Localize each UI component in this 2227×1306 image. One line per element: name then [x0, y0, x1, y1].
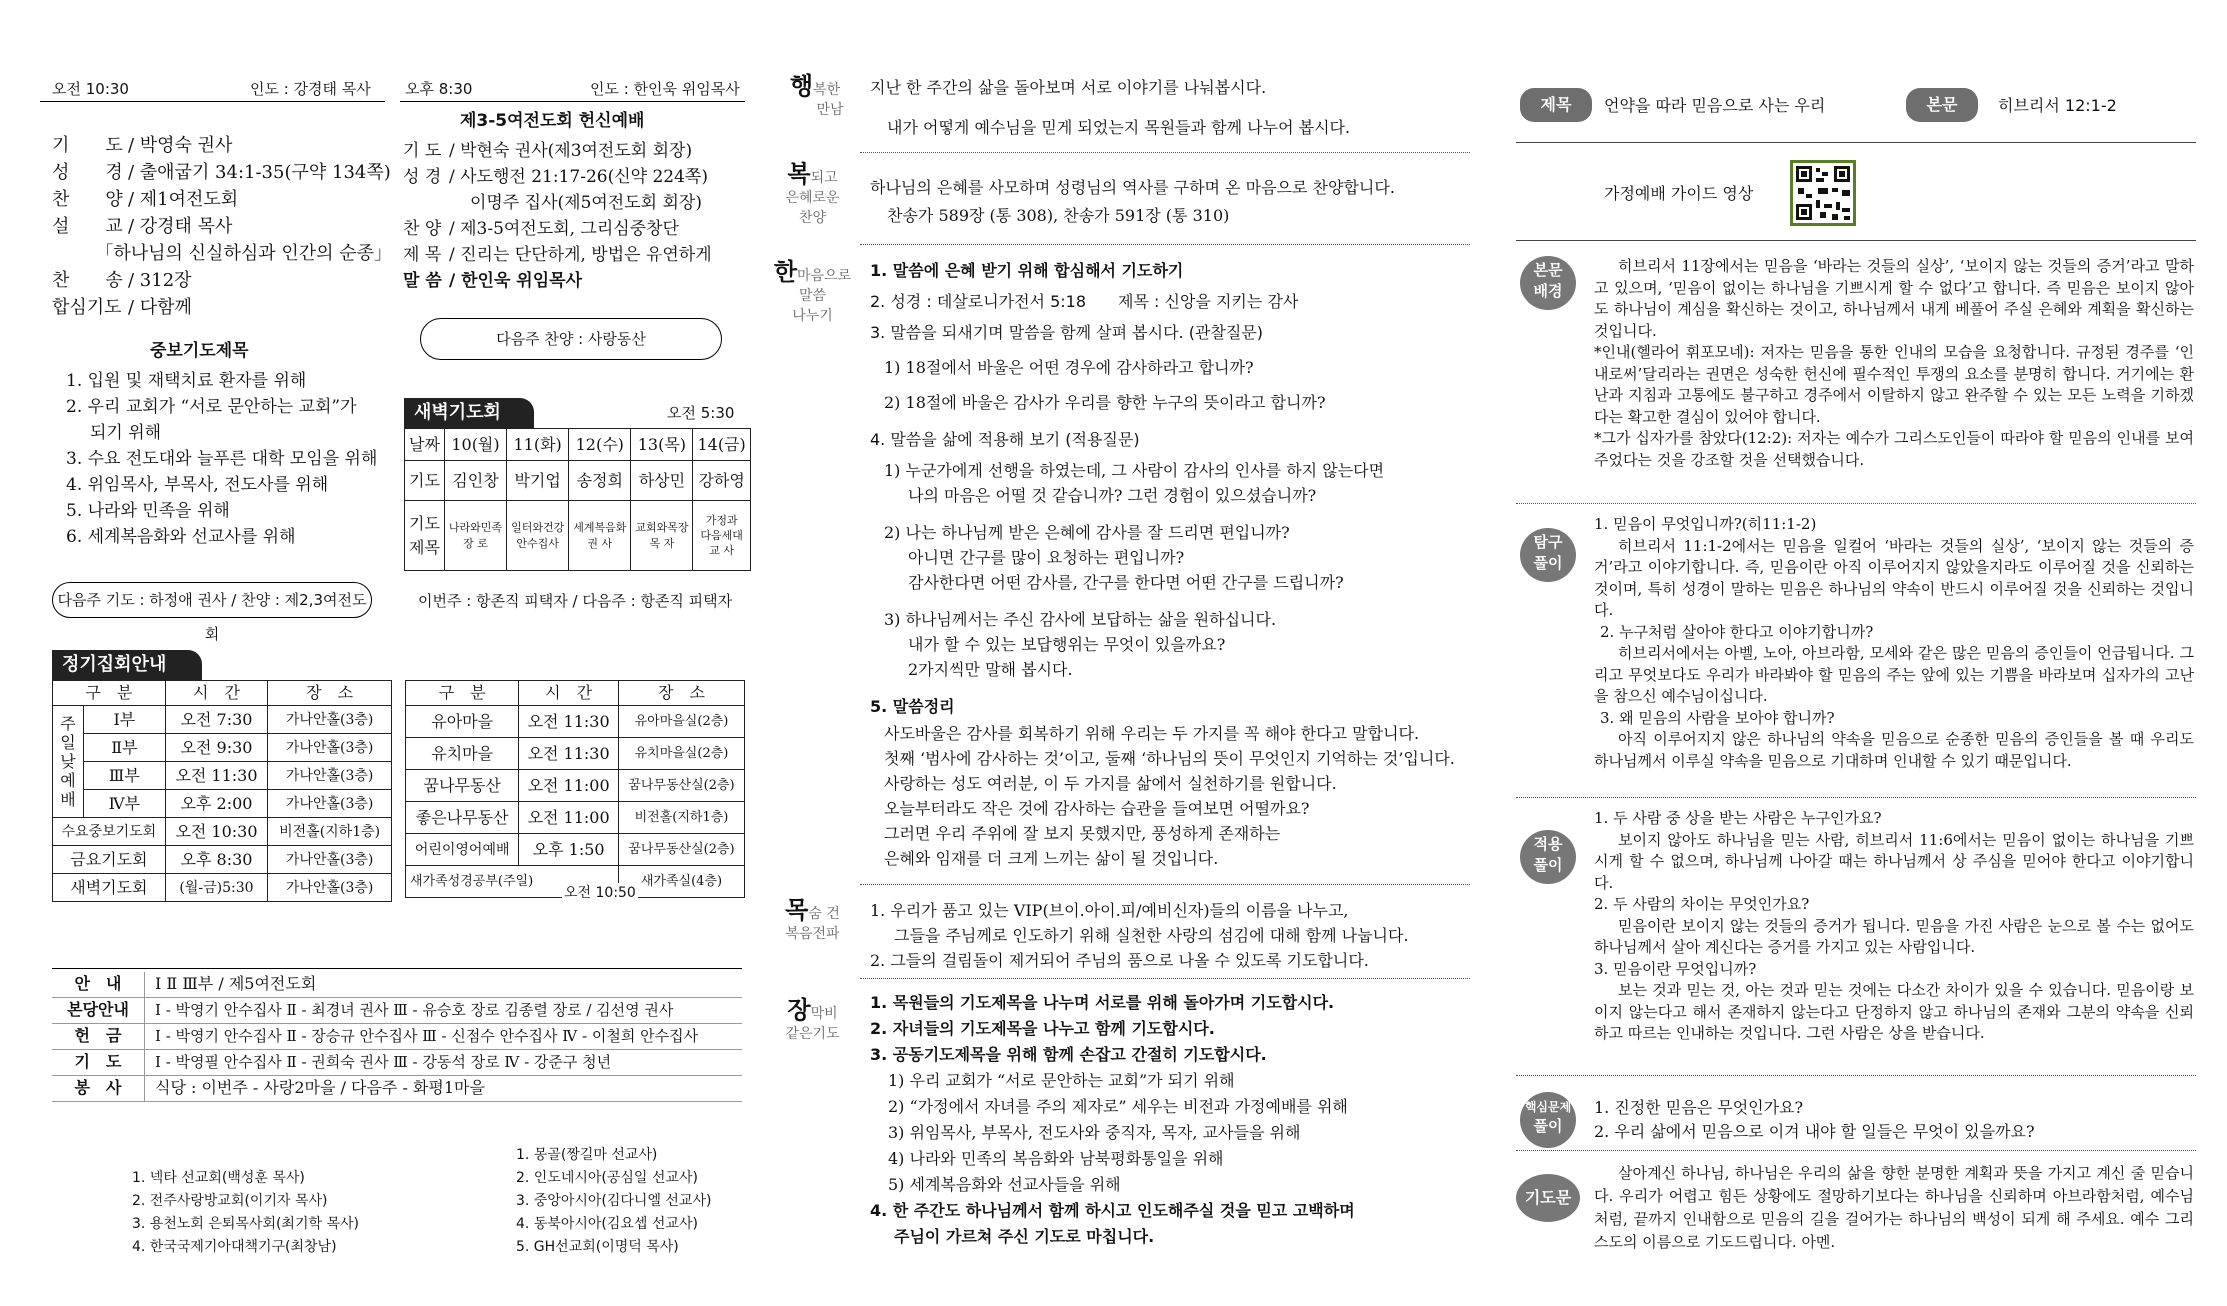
list-item: 되기 위해	[90, 423, 162, 443]
section-label-blessed: 복되고 은혜로운 찬양	[785, 160, 840, 226]
list-item: 3. 중앙아시아(김다니엘 선교사)	[516, 1193, 712, 1209]
next-week-pill: 다음주 기도 : 하정애 권사 / 찬양 : 제2,3여전도회	[52, 582, 372, 618]
section-label-one-mind: 한마음으로 말씀 나누기	[773, 258, 852, 324]
prayer-list	[66, 368, 386, 550]
s3-body: 1. 말씀에 은혜 받기 위해 합심해서 기도하기 2. 성경 : 데살로니가전서 5:18 제목 : 신앙을 지키는 감사 3. 말씀을 되새기며 말씀을 함께 살펴 봅시다. (관찰질문) 1) 18절에서 바울은 어떤 경우에 감사하라고 합니까? 2) 18절에 바울은 감사가 우리를 향한 누구의 뜻이라고 합니까? 4. 말씀을 삶에 적용해 보기 (적용질문) 1) 누군가에게 선행을 하였는데, 그 사람이 감사의 인사를 하지 않는다면 나의 마음은 어떨 것 같습니까? 그런 경험이 있으셨습니까? 2) 나는 하나님께 받은 은혜에 감사를 잘 드리면 편입니까? 아니면 간구를 많이 요청하는 편입니까? 감사한다면 어떤 감사를, 간구를 한다면 어떤 간구를 드립니까? 3) 하나님께서는 주신 감사에 보답하는 삶을 원하십니다. 내가 할 수 있는 보답행위는 무엇이 있을까요? 2가지씩만 말해 봅시다. 5. 말씀정리 사도바울은 감사를 회복하기 위해 우리는 두 가지를 꼭 해야 한다고 말합니다. 첫째 ‘범사에 감사하는 것’이고, 둘째 ‘하나님의 뜻이 무엇인지 기억하는 것’입니다. 사랑하는 성도 여러분, 이 두 가지를 삶에서 실천하기를 원합니다. 오늘부터라도 작은 것에 감사하는 습관을 들여보면 어떨까요? 그러면 우리 주위에 잘 보지 못했지만, 풍성하게 존재하는 은혜와 임재를 더 크게 느끼는 삶이 될 것입니다.	[870, 261, 1455, 868]
scripture-text: 히브리서 12:1-2	[1998, 96, 2117, 115]
meetings-right-bible-time: 오전 10:50	[564, 885, 636, 901]
list-item: 6. 세계복음화와 선교사를 위해	[66, 527, 296, 547]
list-item: 3. 수요 전도대와 늘푸른 대학 모임을 위해	[66, 449, 378, 469]
list-item: 4. 동북아시아(김요셉 선교사)	[516, 1216, 698, 1232]
badge-core: 핵심문제 풀이	[1520, 1092, 1576, 1148]
list-item: 2. 전주사랑방교회(이기자 목사)	[132, 1193, 328, 1209]
list-item: 4. 위임목사, 부목사, 전도사를 위해	[66, 475, 329, 495]
text-badge: 본문	[1906, 88, 1978, 122]
list-item: 2. 인도네시아(공심일 선교사)	[516, 1170, 698, 1186]
s4-body: 1. 우리가 품고 있는 VIP(브이.아이.피/예비신자)들의 이름을 나누고, 그들을 주님께로 인도하기 위해 실천한 사랑의 섬김에 대해 함께 나눕니다. 2. 그들의 걸림돌이 제거되어 주님의 품으로 나올 수 있도록 기도합니다.	[870, 901, 1409, 970]
missions-right	[516, 1144, 711, 1259]
list-item: 3. 용천노회 은퇴목사회(최기학 목사)	[132, 1216, 359, 1232]
meetings-table-right: 구 분 시 간 장 소 유아마을 오전 11:30 유아마을실(2층) 유치마을 오전 11:30 유치마을실(2층) 꿈나무동산 오전 11:00 꿈나무동산실(2층) 좋은나무동산 오전 11:00 비전홀(지하1층) 어린이영어예배 오후 1:50 꿈나무동산실(2층) 새가족성경공부(주일) 새가족실(4층)	[405, 680, 745, 898]
meetings-table-left: 구 분 시 간 장 소 주 일 낮 예 배 Ⅰ부 오전 7:30 가나안홀(3층) Ⅱ부 오전 9:30 가나안홀(3층) Ⅲ부 오전 11:30 가나안홀(3층) Ⅳ부 오후 2:00 가나안홀(3층) 수요중보기도회 오전 10:30 비전홀(지하1층) 금요기도회 오후 8:30 가나안홀(3층) 새벽기도회 (월-금)5:30 가나안홀(3층)	[52, 680, 392, 902]
s2-body: 찬송가 589장 (통 308), 찬송가 591장 (통 310)	[887, 206, 1230, 225]
list-item: 1. 입원 및 재택치료 환자를 위해	[66, 371, 307, 391]
s1-head: 지난 한 주간의 삶을 돌아보며 서로 이야기를 나눠봅시다.	[870, 78, 1267, 97]
explore-text: 1. 믿음이 무엇입니까?(히11:1-2) 히브리서 11:1-2에서는 믿음을 일컬어 ‘바라는 것들의 실상’, ‘보이지 않는 것들의 증거’라고 이야기합니다. 즉, 믿음이란 아직 이루어지지 않았을지라도 이루어질 것을 신뢰하는 것이며, 특히 성경이 말하는 믿음은 하나님의 약속이 반드시 이루어질 것을 신뢰하는 것입니다. 2. 누구처럼 살아야 한다고 이야기합니까? 히브리서에서는 아벨, 노아, 아브라함, 모세와 같은 많은 믿음의 증인들이 언급됩니다. 그리고 무엇보다도 우리가 바라봐야 할 믿음의 주는 앞에 있는 기쁨을 바라보며 십자가의 고난을 참으신 예수님이십니다. 3. 왜 믿음의 사람을 보아야 합니까? 아직 이루어지지 않은 하나님의 약속을 믿음으로 순종한 믿음의 증인들을 볼 때 우리도 하나님께서 이루실 약속을 믿음으로 기대하며 인내할 수 있기 때문입니다.	[1594, 515, 2194, 770]
service-roles: 안 내 Ⅰ Ⅱ Ⅲ부 / 제5여전도회 본당안내 Ⅰ - 박영기 안수집사 Ⅱ - 최경녀 권사 Ⅲ - 유승호 장로 김종렬 장로 / 김선영 권사 헌 금 Ⅰ - 박영기 안수집사 Ⅱ - 장승규 안수집사 Ⅲ - 신점수 안수집사 Ⅳ - 이철희 안수집사 기 도 Ⅰ - 박영필 안수집사 Ⅱ - 권희숙 권사 Ⅲ - 강동석 장로 Ⅳ - 강준구 청년 봉 사 식당 : 이번주 - 사랑2마을 / 다음주 - 화평1마을	[52, 972, 742, 1102]
s1-body: 내가 어떻게 예수님을 믿게 되었는지 목원들과 함께 나누어 봅시다.	[887, 118, 1351, 137]
prayer-text: 살아계신 하나님, 하나님은 우리의 삶을 향한 분명한 계획과 뜻을 가지고 계신 줄 믿습니다. 우리가 어렵고 힘든 상황에도 절망하기보다는 하나님을 신뢰하며 아브라함처럼, 예수님처럼, 끝까지 인내함으로 믿음의 길을 걸어가는 하나님의 백성이 되게 해 주세요. 예수 그리스도의 이름으로 기도드립니다. 아멘.	[1594, 1164, 2194, 1251]
guide-label: 가정예배 가이드 영상	[1604, 184, 1754, 203]
dawn-prayer-title: 새벽기도회	[404, 398, 534, 428]
evening-title: 제3-5여전도회 헌신예배	[460, 111, 645, 131]
evening-order: 기 도 / 박현숙 권사(제3여전도회 회장) 성 경 / 사도행전 21:17-26(신약 224쪽) 이명주 집사(제5여전도회 회장) 찬 양 / 제3-5여전도회, 그리심중창단 제 목 / 진리는 단단하게, 방법은 유연하게 말 씀 / 한인욱 위임목사	[403, 141, 712, 291]
badge-apply: 적용 풀이	[1520, 830, 1576, 884]
sermon-title: 언약을 따라 믿음으로 사는 우리	[1604, 96, 1826, 115]
section-label-prayer: 장막비 같은기도	[785, 996, 840, 1042]
apply-text: 1. 두 사람 중 상을 받는 사람은 누구인가요? 보이지 않아도 하나님을 믿는 사람, 히브리서 11:6에서는 믿음이 없이는 하나님을 기쁘시게 할 수 없으며, 하나님께 나아갈 때는 하나님께서 상 주심을 믿어야 한다고 이야기합니다. 2. 두 사람의 차이는 무엇인가요? 믿음이란 보이지 않는 것들의 증거가 됩니다. 믿음을 가진 사람은 눈으로 볼 수는 없어도 하나님께서 살아 계신다는 증거를 가지고 있는 사람입니다. 3. 믿음이란 무엇입니까? 보는 것과 믿는 것, 아는 것과 믿는 것에는 다소간 차이가 있을 수 있습니다. 믿음이랑 보이지 않는다고 해서 존재하지 않는다고 단정하지 않고 하나님의 존재와 그분의 약속을 신뢰하고 따르는 인내하는 것입니다. 그런 사람은 상을 받습니다.	[1594, 809, 2194, 1042]
list-item: 4. 한국국제기아대책기구(최창남)	[132, 1239, 337, 1255]
evening-time: 오후 8:30	[405, 80, 473, 98]
dawn-prayer-table: 날짜 10(월) 11(화) 12(수) 13(목) 14(금) 기도 김인창 박기업 송정희 하상민 강하영 기도 제목 나라와민족 장 로 일터와건강 안수집사 세계복음화 권 사 교회와목장 목 자 가정과 다음세대 교 사	[404, 428, 751, 571]
badge-prayer: 기도문	[1516, 1174, 1580, 1222]
qr-code-icon[interactable]	[1790, 160, 1856, 226]
list-item: 5. GH선교회(이명덕 목사)	[516, 1239, 679, 1255]
dawn-note: 이번주 : 항존직 피택자 / 다음주 : 항존직 피택자	[418, 592, 733, 610]
core-text: 1. 진정한 믿음은 무엇인가요? 2. 우리 삶에서 믿음으로 이겨 내야 할 일들은 무엇이 있을까요?	[1594, 1098, 2035, 1141]
badge-background: 본문 배경	[1520, 256, 1576, 310]
list-item: 1. 몽골(짱길마 선교사)	[516, 1147, 658, 1163]
morning-time: 오전 10:30	[52, 80, 129, 98]
meetings-title: 정기집회안내	[52, 650, 202, 680]
morning-order: 기 도 / 박영숙 권사 성 경 / 출애굽기 34:1-35(구약 134쪽) 찬 양 / 제1여전도회 설 교 / 강경태 목사 「하나님의 신실하심과 인간의 순종」 찬 송 / 312장 합심기도 / 다함께	[52, 135, 392, 318]
title-badge: 제목	[1520, 88, 1592, 122]
background-text: 히브리서 11장에서는 믿음을 ‘바라는 것들의 실상’, ‘보이지 않는 것들의 증거’라고 말하고 있으며, ‘믿음이 없이는 하나님을 기쁘시게 할 수 없다’고 합니다. 즉 믿음은 보이지 않아도 하나님이 계심을 확신하는 것이고, 하나님께서 내게 베풀어 주실 은혜와 계획을 확신하는 것입니다. *인내(헬라어 휘포모네): 저자는 믿음을 통한 인내의 모습을 요청합니다. 규정된 경주를 ‘인내로써’달리라는 권면은 성숙한 헌신에 필수적인 투쟁의 요소를 분명히 합니다. 거기에는 환난과 지침과 고통에도 불구하고 경주에서 이탈하지 않고 완주할 수 있는 모든 노력을 기하겠다는 확고한 결심이 있어야 합니다. *그가 십자가를 참았다(12:2): 저자는 예수가 그리스도인들이 따라야 할 믿음의 인내를 보여주었다는 것을 강조할 것을 선택했습니다.	[1594, 257, 2194, 469]
s2-head: 하나님의 은혜를 사모하며 성령님의 역사를 구하며 온 마음으로 찬양합니다.	[870, 178, 1395, 197]
s5-body: 1. 목원들의 기도제목을 나누며 서로를 위해 돌아가며 기도합시다. 2. 자녀들의 기도제목을 나누고 함께 기도합시다. 3. 공동기도제목을 위해 함께 손잡고 간절히 기도합시다. 1) 우리 교회가 “서로 문안하는 교회”가 되기 위해 2) “가정에서 자녀를 주의 제자로” 세우는 비전과 가정예배를 위해 3) 위임목사, 부목사, 전도사와 중직자, 목자, 교사들을 위해 4) 나라와 민족의 복음화와 남북평화통일을 위해 5) 세계복음화와 선교사들을 위해 4. 한 주간도 하나님께서 함께 하시고 인도해주실 것을 믿고 고백하며 주님이 가르쳐 주신 기도로 마칩니다.	[870, 993, 1355, 1246]
list-item: 1. 넥타 선교회(백성훈 목사)	[132, 1170, 305, 1186]
list-item: 2. 우리 교회가 “서로 문안하는 교회”가	[66, 397, 357, 417]
prayer-title: 중보기도제목	[150, 341, 249, 361]
morning-leader: 인도 : 강경태 목사	[250, 80, 371, 98]
badge-explore: 탐구 풀이	[1520, 528, 1576, 582]
section-label-happy: 행복한 만남	[789, 72, 844, 118]
missions-left	[132, 1167, 359, 1259]
dawn-time: 오전 5:30	[667, 404, 735, 422]
next-praise-pill: 다음주 찬양 : 사랑동산	[420, 318, 722, 360]
list-item: 5. 나라와 민족을 위해	[66, 501, 230, 521]
section-label-gospel: 목숨 건 복음전파	[785, 896, 840, 942]
evening-leader: 인도 : 한인욱 위임목사	[590, 80, 740, 98]
